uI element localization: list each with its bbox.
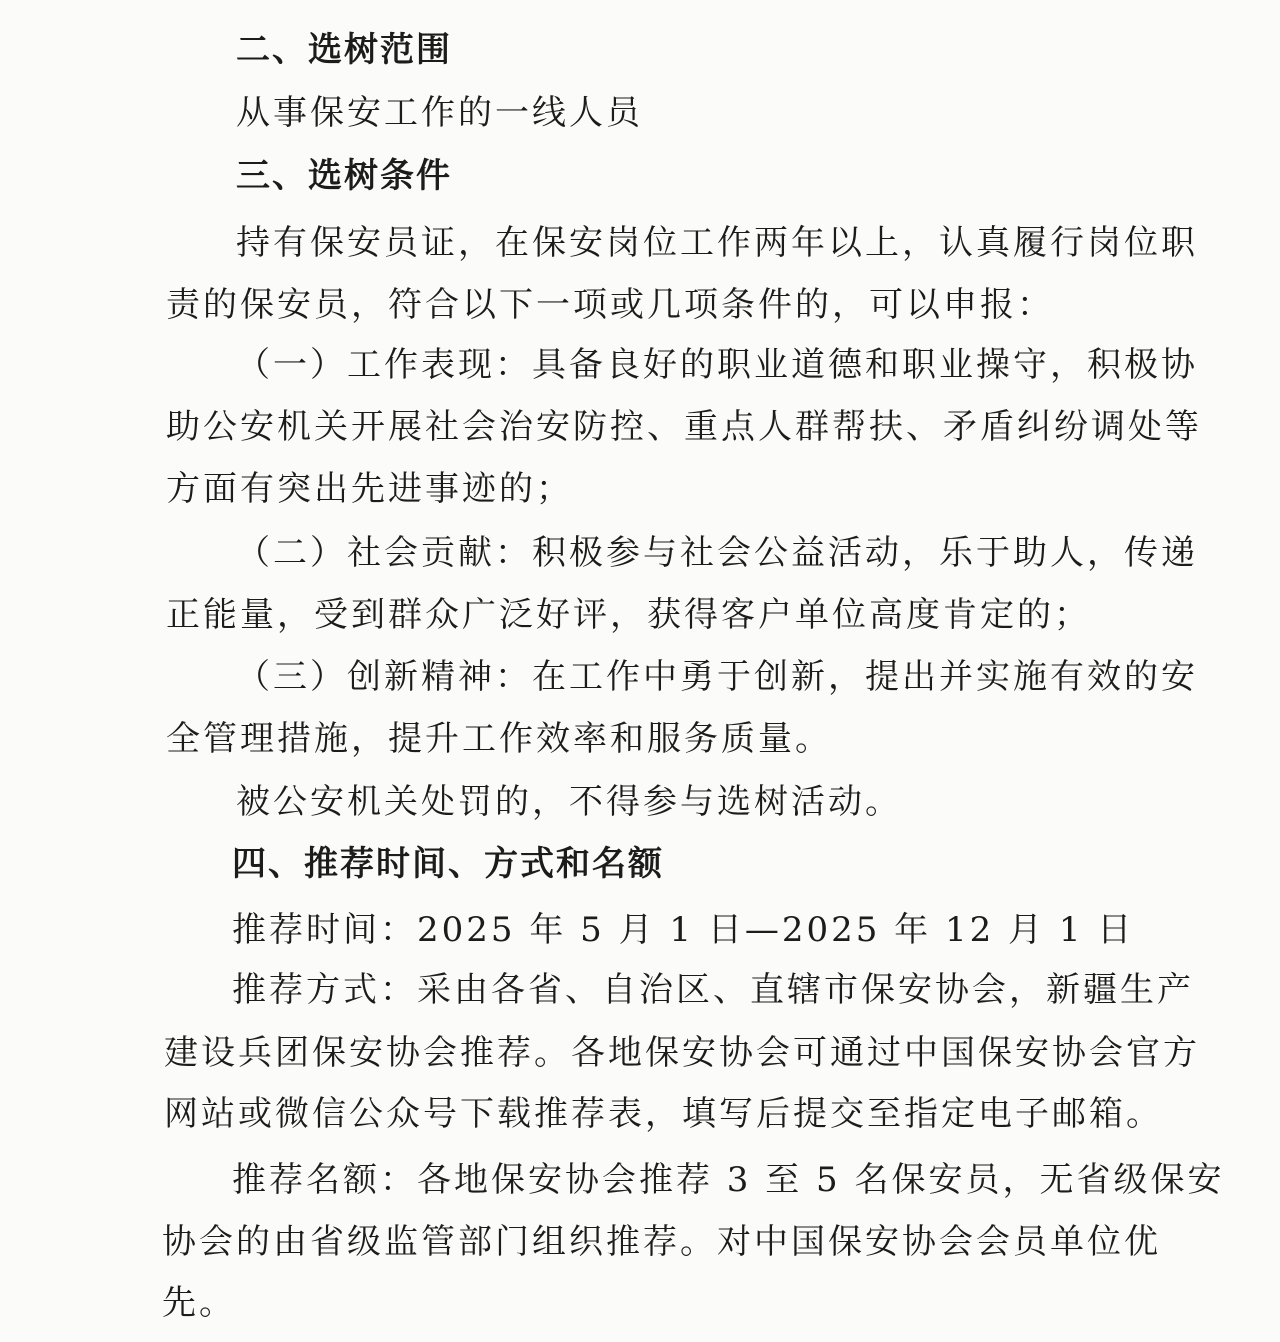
item-1-line-3: 方面有突出先进事迹的； (166, 469, 573, 509)
section-2-body: 从事保安工作的一线人员 (236, 93, 643, 133)
section-2-heading: 二、选树范围 (236, 30, 452, 70)
recommend-method-line-1: 推荐方式：采由各省、自治区、直辖市保安协会，新疆生产 (232, 970, 1194, 1010)
recommend-quota-line-3: 先。 (162, 1283, 236, 1323)
item-1-line-2: 助公安机关开展社会治安防控、重点人群帮扶、矛盾纠纷调处等 (166, 407, 1202, 447)
recommend-time: 推荐时间：2025 年 5 月 1 日—2025 年 12 月 1 日 (232, 910, 1135, 950)
recommend-method-line-2: 建设兵团保安协会推荐。各地保安协会可通过中国保安协会官方 (164, 1033, 1200, 1073)
recommend-method-line-3: 网站或微信公众号下载推荐表，填写后提交至指定电子邮箱。 (164, 1094, 1163, 1134)
section-3-intro-line-1: 持有保安员证，在保安岗位工作两年以上，认真履行岗位职 (236, 223, 1198, 263)
item-2-line-2: 正能量，受到群众广泛好评，获得客户单位高度肯定的； (166, 595, 1091, 635)
recommend-quota-line-1: 推荐名额：各地保安协会推荐 3 至 5 名保安员，无省级保安 (232, 1160, 1225, 1200)
recommend-quota-line-2: 协会的由省级监管部门组织推荐。对中国保安协会会员单位优 (162, 1222, 1161, 1262)
item-1-line-1: （一）工作表现：具备良好的职业道德和职业操守，积极协 (236, 345, 1198, 385)
item-3-line-1: （三）创新精神：在工作中勇于创新，提出并实施有效的安 (236, 657, 1198, 697)
item-2-line-1: （二）社会贡献：积极参与社会公益活动，乐于助人，传递 (236, 533, 1198, 573)
exclusion-note: 被公安机关处罚的，不得参与选树活动。 (236, 782, 902, 822)
section-4-heading: 四、推荐时间、方式和名额 (232, 844, 664, 884)
section-3-heading: 三、选树条件 (236, 156, 452, 196)
item-3-line-2: 全管理措施，提升工作效率和服务质量。 (166, 719, 832, 759)
section-3-intro-line-2: 责的保安员，符合以下一项或几项条件的，可以申报： (166, 285, 1054, 325)
